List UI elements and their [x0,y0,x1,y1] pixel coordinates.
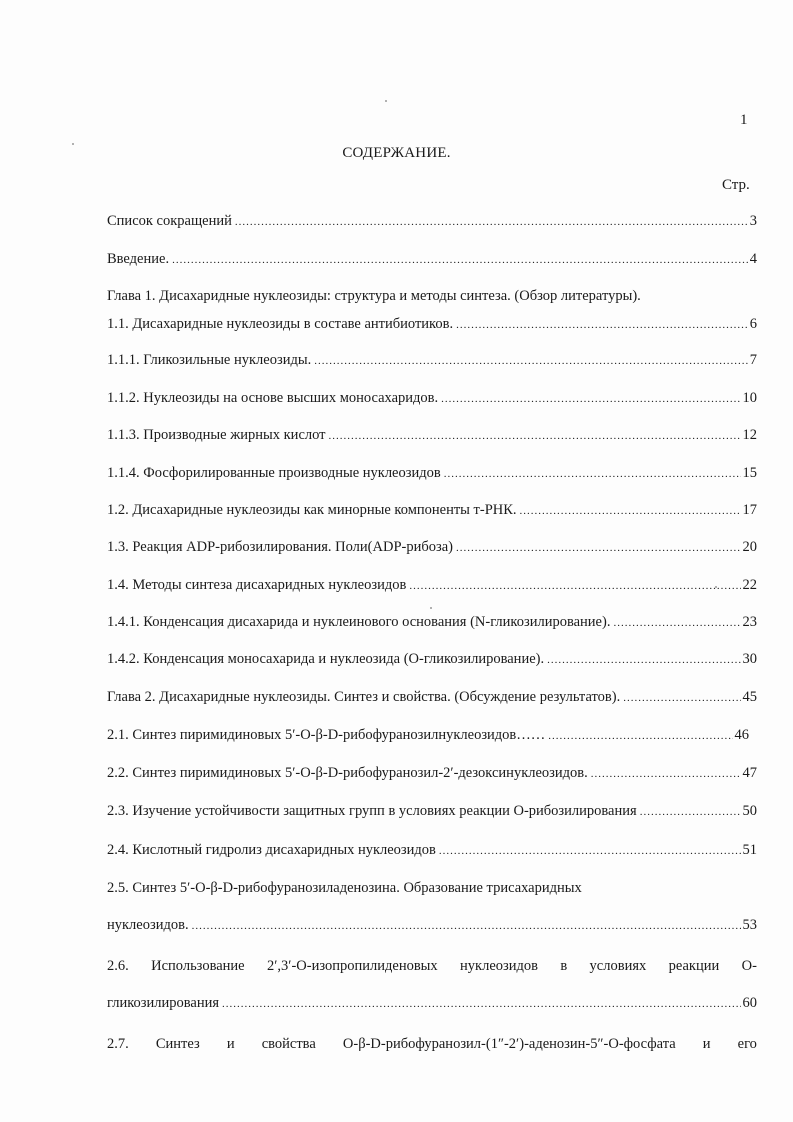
toc-entry-1-1: 1.1. Дисахаридные нуклеозиды в составе антибиотиков. ..... 6 [107,316,757,338]
page-number: 1 [740,112,748,128]
toc-chapter-2-heading: Глава 2. Дисахаридные нуклеозиды. Синтез и свойства. (Обсуждение результатов). ..... 45 [107,689,757,711]
scan-speck [385,100,387,102]
page-column-label: Стр. [722,177,750,193]
toc-chapter-1-heading: Глава 1. Дисахаридные нуклеозиды: структура и методы синтеза. (Обзор литературы). [107,288,641,304]
toc-entry-2-6-line2: гликозилирования ..... 60 [107,995,757,1017]
toc-entry-1-2: 1.2. Дисахаридные нуклеозиды как минорные компоненты т-РНК. ..... 17 [107,502,757,524]
toc-entry-2-6-line1: 2.6. Использование 2′,3′-O-изопропилиденовых нуклеозидов в условиях реакции O- [107,958,757,974]
toc-entry-1-4-2: 1.4.2. Конденсация моносахарида и нуклеозида (O-гликозилирование). ..... 30 [107,651,757,673]
toc-entry-1-3: 1.3. Реакция ADP-рибозилирования. Поли(ADP-рибоза) ..... 20 [107,539,757,561]
toc-entry-1-4-1: 1.4.1. Конденсация дисахарида и нуклеинового основания (N-гликозилирование). ..... 23 [107,614,757,636]
toc-entry-introduction: Введение. ..... 4 [107,251,757,273]
scan-speck [430,607,432,609]
toc-entry-2-3: 2.3. Изучение устойчивости защитных групп в условиях реакции O-рибозилирования ..... 50 [107,803,757,825]
toc-entry-2-7-line1: 2.7. Синтез и свойства O-β-D-рибофуранозил-(1″-2′)-аденозин-5″-O-фосфата и его [107,1036,757,1052]
toc-entry-1-1-3: 1.1.3. Производные жирных кислот ..... 12 [107,427,757,449]
toc-entry-1-4: 1.4. Методы синтеза дисахаридных нуклеозидов ..... 22 [107,577,757,599]
toc-entry-2-5-line2: нуклеозидов. ..... 53 [107,917,757,939]
scan-speck [715,586,717,588]
toc-entry-1-1-2: 1.1.2. Нуклеозиды на основе высших моносахаридов. ..... 10 [107,390,757,412]
toc-entry-1-1-4: 1.1.4. Фосфорилированные производные нуклеозидов ..... 15 [107,465,757,487]
toc-entry-abbreviations: Список сокращений ..... 3 [107,213,757,235]
toc-entry-2-2: 2.2. Синтез пиримидиновых 5′-O-β-D-рибофуранозил-2′-дезоксинуклеозидов. ..... 47 [107,765,757,787]
scan-speck [72,143,74,145]
toc-entry-2-5-line1: 2.5. Синтез 5′-O-β-D-рибофуранозиладенозина. Образование трисахаридных [107,880,582,896]
page-title: СОДЕРЖАНИЕ. [342,145,451,161]
toc-entry-1-1-1: 1.1.1. Гликозильные нуклеозиды. ..... 7 [107,352,757,374]
toc-entry-2-4: 2.4. Кислотный гидролиз дисахаридных нуклеозидов ..... 51 [107,842,757,864]
toc-entry-2-1: 2.1. Синтез пиримидиновых 5′-O-β-D-рибофуранозилнуклеозидов…… ..... 46 [107,727,749,749]
